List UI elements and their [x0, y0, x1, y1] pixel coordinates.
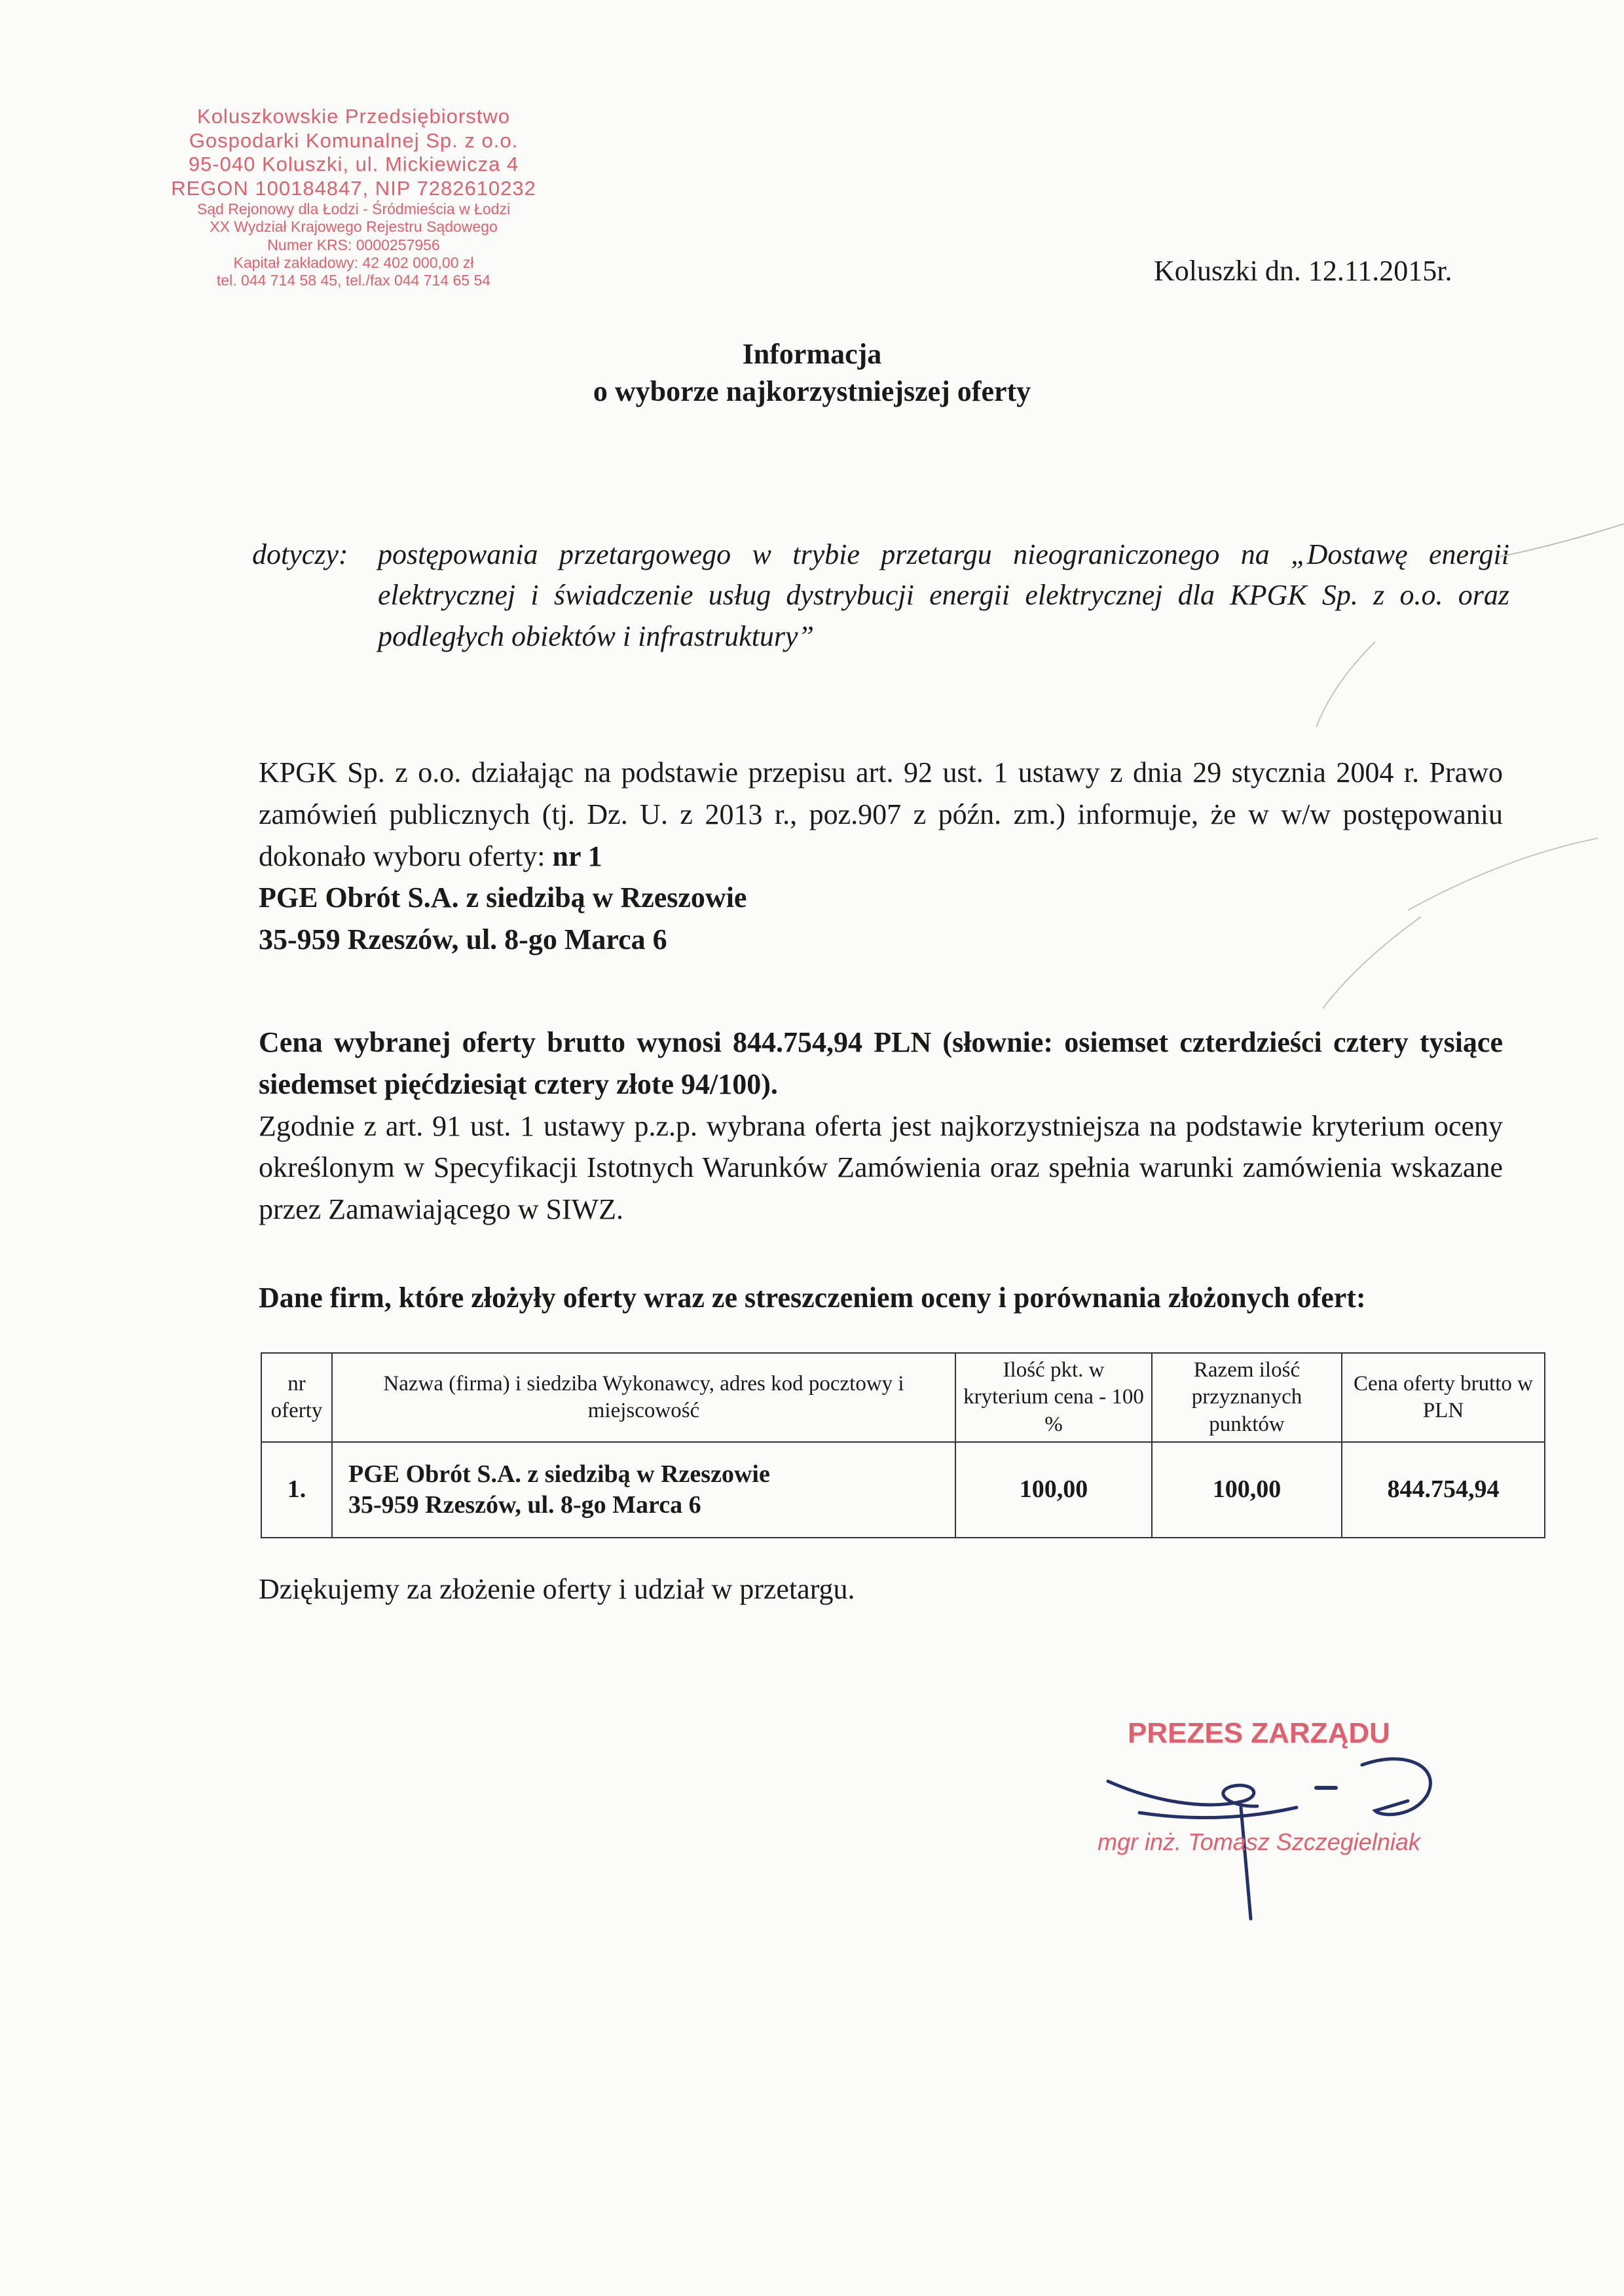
offer-number-cell: 1.: [261, 1442, 332, 1538]
offer-price-cell: 844.754,94: [1342, 1442, 1545, 1538]
stamp-line: Gospodarki Komunalnej Sp. z o.o.: [189, 128, 519, 152]
selected-company: PGE Obrót S.A. z siedzibą w Rzeszowie: [259, 881, 747, 914]
total-points-cell: 100,00: [1152, 1442, 1342, 1538]
subject-label: dotyczy:: [252, 538, 348, 570]
title-line-2: o wyborze najkorzystniejszej oferty: [593, 375, 1031, 408]
price-statement: Cena wybranej oferty brutto wynosi 844.754,94 PLN (słownie: osiemset czterdzieści cztery tysiące siedemset pięćdziesiąt cztery złote 94/100).: [259, 1026, 1503, 1100]
contractor-name: PGE Obrót S.A. z siedzibą w Rzeszowie: [348, 1460, 770, 1488]
selected-address: 35-959 Rzeszów, ul. 8-go Marca 6: [259, 923, 667, 956]
column-header: Razem ilość przyznanych punktów: [1152, 1353, 1342, 1442]
document-title: [0, 335, 1624, 410]
table-row: [261, 1442, 1545, 1538]
signatory-name: mgr inż. Tomasz Szczegielniak: [1098, 1828, 1420, 1855]
subject-block: [252, 534, 1509, 657]
column-header: Ilość pkt. w kryterium cena - 100 %: [955, 1353, 1152, 1442]
column-header: nr oferty: [261, 1353, 332, 1442]
contractor-cell: [332, 1442, 955, 1538]
closing-text: Dziękujemy za złożenie oferty i udział w przetargu.: [259, 1573, 855, 1605]
table-heading-text: Dane firm, które złożyły oferty wraz ze streszczeniem oceny i porównania złożonych ofert:: [259, 1282, 1366, 1314]
stamp-line: Koluszkowskie Przedsiębiorstwo: [197, 105, 510, 128]
stamp-line: Kapitał zakładowy: 42 402 000,00 zł: [233, 253, 474, 271]
document-date: Koluszki dn. 12.11.2015r.: [1154, 255, 1452, 287]
handwritten-signature: [1100, 1703, 1467, 1938]
stamp-line: tel. 044 714 58 45, tel./fax 044 714 65 54: [216, 271, 491, 289]
selection-paragraph: [259, 752, 1503, 961]
signature-title: PREZES ZARZĄDU: [1128, 1717, 1390, 1749]
justification-text: Zgodnie z art. 91 ust. 1 ustawy p.z.p. wybrana oferta jest najkorzystniejsza na podstawie kryterium oceny określonym w Specyfikacji Istotnych Warunków Zamówienia oraz spełnia warunki zamówienia wskazane przez Zamawiającego w SIWZ.: [259, 1109, 1503, 1226]
price-points-cell: 100,00: [955, 1442, 1152, 1538]
stamp-line: Sąd Rejonowy dla Łodzi - Śródmieścia w Łodzi: [196, 200, 511, 218]
selection-text: KPGK Sp. z o.o. działając na podstawie przepisu art. 92 ust. 1 ustawy z dnia 29 stycznia 2004 r. Prawo zamówień publicznych (tj. Dz. U. z 2013 r., poz.907 z późn. zm.) informuje, że w w/w postępowaniu dokonało wyboru oferty:: [259, 756, 1503, 872]
title-line-1: Informacja: [742, 338, 882, 370]
table-heading: [259, 1277, 1503, 1319]
stamp-line: Numer KRS: 0000257956: [267, 236, 440, 253]
column-header: Nazwa (firma) i siedziba Wykonawcy, adres kod pocztowy i miejscowość: [332, 1353, 955, 1442]
company-stamp: [124, 105, 583, 289]
column-header: Cena oferty brutto w PLN: [1342, 1353, 1545, 1442]
stamp-line: XX Wydział Krajowego Rejestru Sądowego: [210, 218, 498, 236]
table-header-row: [261, 1353, 1545, 1442]
offers-table: [261, 1352, 1545, 1538]
price-paragraph: [259, 1022, 1503, 1231]
stamp-line: REGON 100184847, NIP 7282610232: [171, 176, 536, 200]
subject-text: postępowania przetargowego w trybie przetargu nieograniczonego na „Dostawę energii elektrycznej i świadczenie usług dystrybucji energii elektrycznej dla KPGK Sp. z o.o. oraz podległych obiektów i infrastruktury”: [378, 538, 1509, 652]
stamp-line: 95-040 Koluszki, ul. Mickiewicza 4: [188, 153, 519, 176]
contractor-address: 35-959 Rzeszów, ul. 8-go Marca 6: [348, 1491, 701, 1519]
offer-number: nr 1: [552, 840, 602, 872]
